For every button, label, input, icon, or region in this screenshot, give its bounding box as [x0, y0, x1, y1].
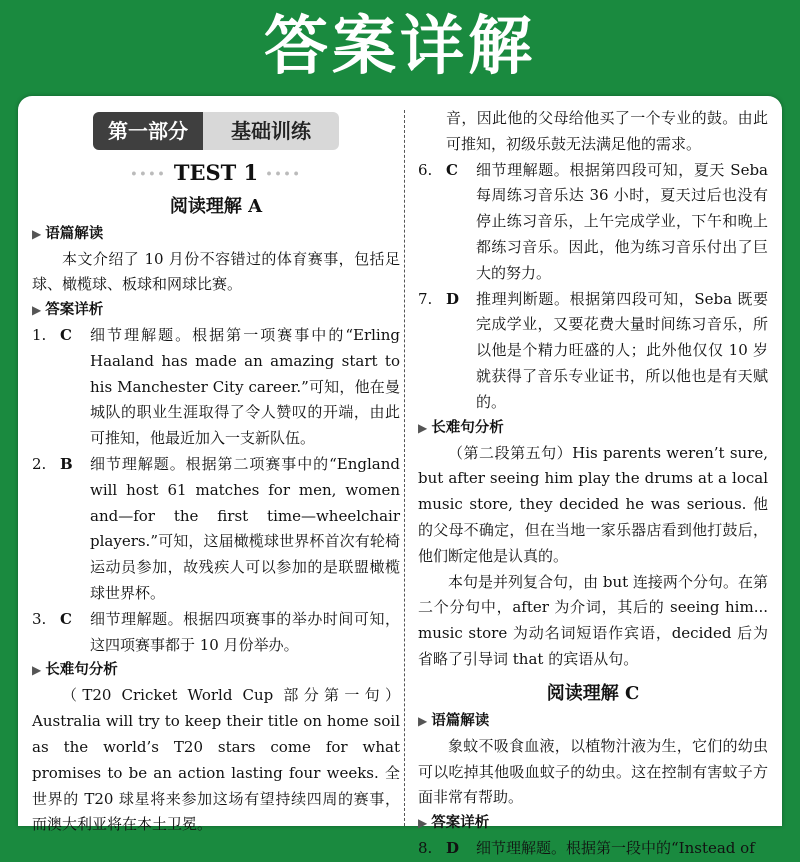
section-title-c: 阅读理解 C: [546, 682, 640, 704]
answer-explanation: 推理判断题。根据第四段可知，Seba 既要完成学业，又要花费大量时间练习音乐，所以他是个精力旺盛的人；此外他仅仅 10 岁就获得了音乐专业证书，所以他也是有天赋的。: [476, 289, 768, 411]
answer-page: [18, 96, 782, 858]
long-sentence-heading: ▶ 长难句分析: [418, 419, 504, 436]
answer-item: 7. D 推理判断题。根据第四段可知，Seba 既要完成学业，又要花费大量时间练习音乐，所以他是个精力旺盛的人；此外他仅仅 10 岁就获得了音乐专业证书，所以他也是有天赋的。: [418, 287, 768, 416]
arrow-icon: ▶: [418, 713, 428, 728]
answer-letter: C: [60, 609, 72, 628]
long-sentence-text: （第二段第五句）His parents weren’t sure, but after seeing him play the drums at a local music store, they decided he was serious. 他的父母不确定，但在当地一家乐器店看到他打鼓后，他们断定他是认真的。: [418, 443, 768, 565]
answer-letter: D: [446, 289, 460, 308]
test-name: TEST 1: [173, 160, 259, 185]
header-banner: [0, 0, 800, 96]
dots-left: ••••: [130, 167, 167, 181]
answer-explanation: 细节理解题。根据第二项赛事中的“England will host 61 matches for men, women and—for the first time—wheelchair players.”可知，这届橄榄球世界杯首次有轮椅运动员参加，故残疾人可以参加的是联盟橄榄球世界杯。: [90, 455, 400, 603]
long-sentence-text: （T20 Cricket World Cup 部分第一句）Australia will try to keep their title on home soil as the world’s T20 stars come for what promises to be an action lasting four weeks. 全世界的 T20 球星将来参加这场有望持续四周的赛事，而澳大利亚将在本土卫冕。: [32, 686, 400, 834]
page-title: 答案详解: [264, 10, 536, 84]
answer-letter: C: [446, 160, 458, 179]
answer-item: 6. C 细节理解题。根据第四段可知，夏天 Seba 每周练习音乐达 36 小时，夏天过后也没有停止练习音乐，上午完成学业，下午和晚上都练习音乐。因此，他为练习音乐付出了巨大的努力。: [418, 158, 768, 287]
arrow-icon: ▶: [418, 816, 428, 831]
answer-letter: B: [60, 455, 73, 474]
summary-text: 本文介绍了 10 月份不容错过的体育赛事，包括足球、橄榄球、板球和网球比赛。: [32, 249, 400, 294]
answer-letter: D: [446, 839, 460, 858]
answer-explanation: 细节理解题。根据第一段中的“Instead of: [476, 839, 755, 858]
arrow-icon: ▶: [418, 420, 428, 435]
arrow-icon: ▶: [32, 226, 42, 241]
part-label: [93, 112, 339, 150]
long-sentence-analysis: 本句是并列复合句，由 but 连接两个分句。在第二个分句中，after 为介词，其后的 seeing him... music store 为动名词短语作宾语，decided 后为省略了引导词 that 的宾语从句。: [418, 572, 768, 668]
part-number: 第一部分: [93, 112, 203, 150]
summary-text: 象蚊不吸食血液，以植物汁液为生，它们的幼虫可以吃掉其他吸血蚊子的幼虫。这在控制有害蚊子方面非常有帮助。: [418, 736, 768, 807]
answer-letter: C: [60, 326, 72, 345]
column-divider: [404, 110, 405, 826]
long-sentence-heading: ▶ 长难句分析: [32, 662, 118, 679]
summary-heading: ▶ 语篇解读: [418, 712, 490, 729]
answers-heading: ▶ 答案详析: [32, 302, 104, 319]
arrow-icon: ▶: [32, 663, 42, 678]
answer-item: 1. C 细节理解题。根据第一项赛事中的“Erling Haaland has made an amazing start to his Manchester City career.”可知，他在曼城队的职业生涯取得了令人赞叹的开端，由此可推知，他最近加入一支新队伍。: [32, 323, 400, 452]
dots-right: ••••: [265, 167, 302, 181]
arrow-icon: ▶: [32, 303, 42, 318]
right-column: [418, 96, 768, 862]
answer-item: 2. B 细节理解题。根据第二项赛事中的“England will host 61 matches for men, women and—for the first time—wheelchair players.”可知，这届橄榄球世界杯首次有轮椅运动员参加，故残疾人可以参加的是联盟橄榄球世界杯。: [32, 452, 400, 607]
left-column: [32, 96, 400, 838]
answer-item: 3. C 细节理解题。根据四项赛事的举办时间可知，这四项赛事都于 10 月份举办。: [32, 607, 400, 659]
summary-heading: ▶ 语篇解读: [32, 225, 104, 242]
answers-heading: ▶ 答案详析: [418, 815, 490, 832]
test-title: [32, 158, 400, 190]
answer-explanation: 细节理解题。根据第一项赛事中的“Erling Haaland has made an amazing start to his Manchester City career.”可知，他在曼城队的职业生涯取得了令人赞叹的开端，由此可推知，他最近加入一支新队伍。: [90, 326, 400, 448]
continued-text: 音，因此他的父母给他买了一个专业的鼓。由此可推知，初级乐鼓无法满足他的需求。: [446, 109, 768, 153]
section-title-a: 阅读理解 A: [169, 195, 263, 217]
answer-item: 8. D 细节理解题。根据第一段中的“Instead of: [418, 836, 768, 862]
part-name: 基础训练: [203, 112, 339, 150]
answer-explanation: 细节理解题。根据第四段可知，夏天 Seba 每周练习音乐达 36 小时，夏天过后也没有停止练习音乐，上午完成学业，下午和晚上都练习音乐。因此，他为练习音乐付出了巨大的努力。: [476, 160, 768, 282]
answer-explanation: 细节理解题。根据四项赛事的举办时间可知，这四项赛事都于 10 月份举办。: [90, 609, 400, 654]
